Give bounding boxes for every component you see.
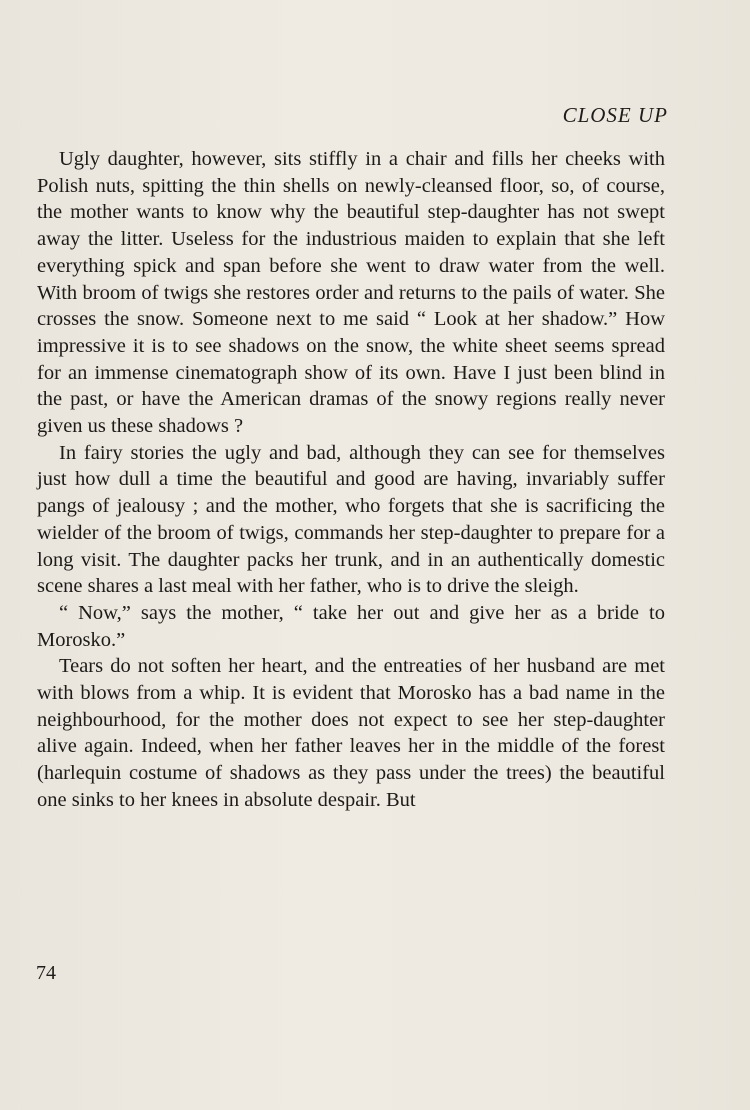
body-text <box>37 146 665 814</box>
paragraph: Ugly daughter, however, sits stiffly in a chair and fills her cheeks with Polish nuts, spitting the thin shells on newly-cleansed floor, so, of course, the mother wants to know why the beautiful step-daughter has not swept away the litter. Useless for the industrious maiden to explain that she left everything spick and span before she went to draw water from the well. With broom of twigs she restores order and returns to the pails of water. She crosses the snow. Someone next to me said “ Look at her shadow.” How impressive it is to see shadows on the snow, the white sheet seems spread for an immense cinematograph show of its own. Have I just been blind in the past, or have the American dramas of the snowy regions really never given us these shadows ? <box>37 148 665 438</box>
page-number: 74 <box>36 962 56 984</box>
running-head: CLOSE UP <box>562 103 668 127</box>
paragraph: “ Now,” says the mother, “ take her out and give her as a bride to Morosko.” <box>37 601 665 651</box>
paragraph: In fairy stories the ugly and bad, although they can see for themselves just how dull a time the beautiful and good are having, invariably suffer pangs of jealousy ; and the mother, who forgets that she is sacrificing the wielder of the broom of twigs, commands her step-daughter to prepare for a long visit. The daughter packs her trunk, and in an authentically domestic scene shares a last meal with her father, who is to drive the sleigh. <box>37 441 665 598</box>
paragraph: Tears do not soften her heart, and the entreaties of her husband are met with blows from a whip. It is evident that Morosko has a bad name in the neighbourhood, for the mother does not expect to see her step-daughter alive again. Indeed, when her father leaves her in the middle of the forest (harlequin costume of shadows as they pass under the trees) the beautiful one sinks to her knees in absolute despair. But <box>37 655 665 811</box>
